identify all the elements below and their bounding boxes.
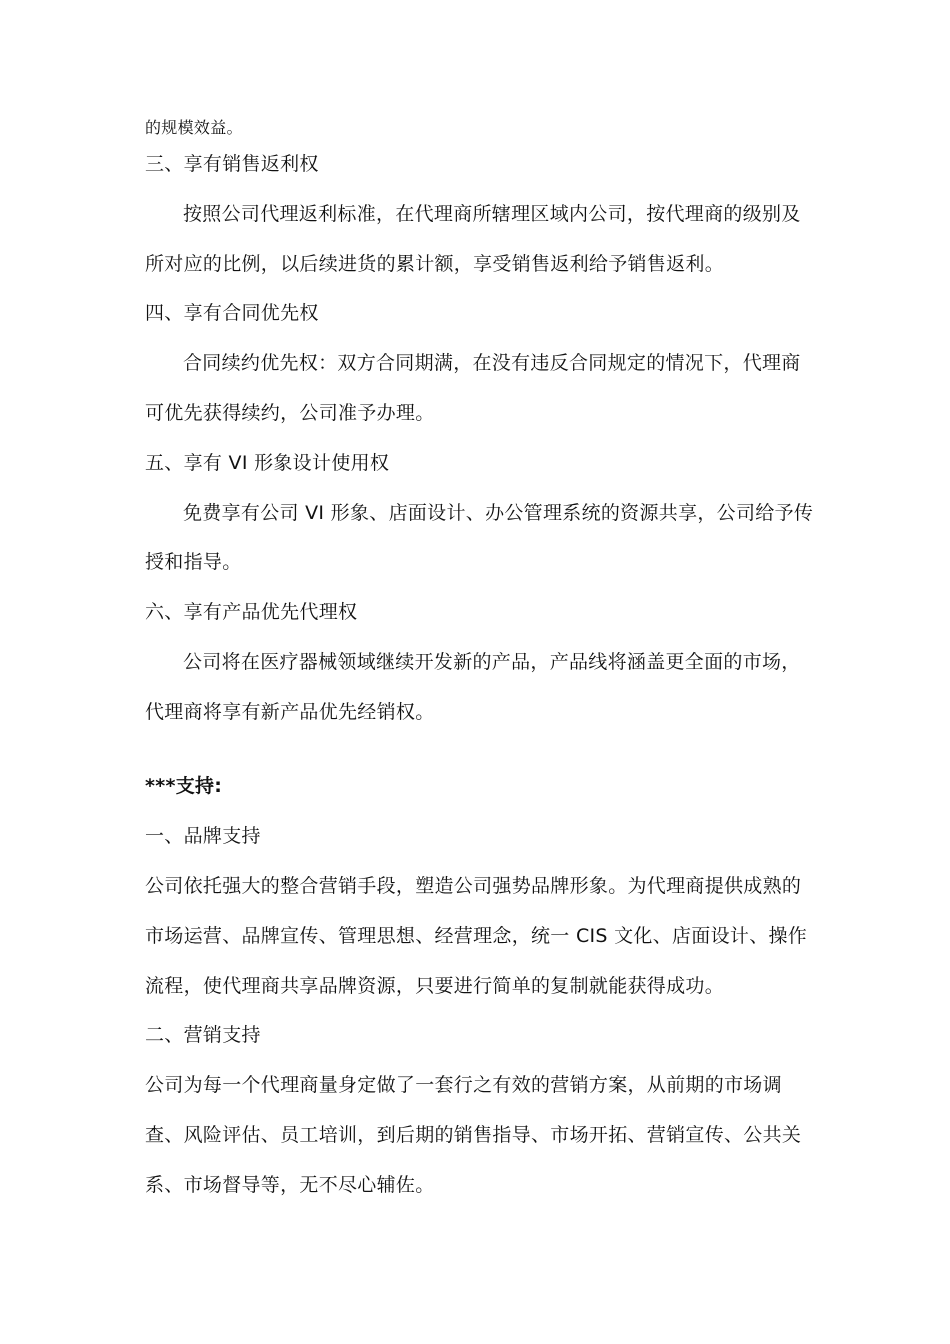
paragraph-line: 流程，使代理商共享品牌资源，只要进行简单的复制就能获得成功。 [145,975,725,997]
heading-sales-rebate-right: 三、享有销售返利权 [145,153,319,175]
heading-contract-priority-right: 四、享有合同优先权 [145,302,319,324]
paragraph-line: 可优先获得续约，公司准予办理。 [145,402,435,424]
paragraph-line: 免费享有公司 VI 形象、店面设计、办公管理系统的资源共享，公司给予传 [183,502,814,524]
paragraph-line: 公司将在医疗器械领域继续开发新的产品，产品线将涵盖更全面的市场， [183,651,801,673]
heading-vi-design-right: 五、享有 VI 形象设计使用权 [145,452,390,474]
heading-product-priority-right: 六、享有产品优先代理权 [145,601,358,623]
paragraph-line: 合同续约优先权：双方合同期满，在没有违反合同规定的情况下，代理商 [183,352,801,374]
paragraph-line: 公司为每一个代理商量身定做了一套行之有效的营销方案，从前期的市场调 [145,1074,782,1096]
paragraph-line: 公司依托强大的整合营销手段，塑造公司强势品牌形象。为代理商提供成熟的 [145,875,802,897]
heading-brand-support: 一、品牌支持 [145,825,261,847]
paragraph-line: 市场运营、品牌宣传、管理思想、经营理念，统一 CIS 文化、店面设计、操作 [145,925,808,947]
paragraph-line: 按照公司代理返利标准，在代理商所辖理区域内公司，按代理商的级别及 [183,203,801,225]
paragraph-line: 系、市场督导等，无不尽心辅佐。 [145,1174,435,1196]
section-title-support: ***支持: [145,775,223,797]
paragraph-line: 查、风险评估、员工培训，到后期的销售指导、市场开拓、营销宣传、公共关 [145,1124,802,1146]
paragraph-line: 所对应的比例，以后续进货的累计额，享受销售返利给予销售返利。 [145,253,725,275]
heading-marketing-support: 二、营销支持 [145,1024,261,1046]
paragraph-line: 授和指导。 [145,551,242,573]
paragraph-line: 代理商将享有新产品优先经销权。 [145,701,435,723]
text-line-continuation: 的规模效益。 [145,118,243,137]
